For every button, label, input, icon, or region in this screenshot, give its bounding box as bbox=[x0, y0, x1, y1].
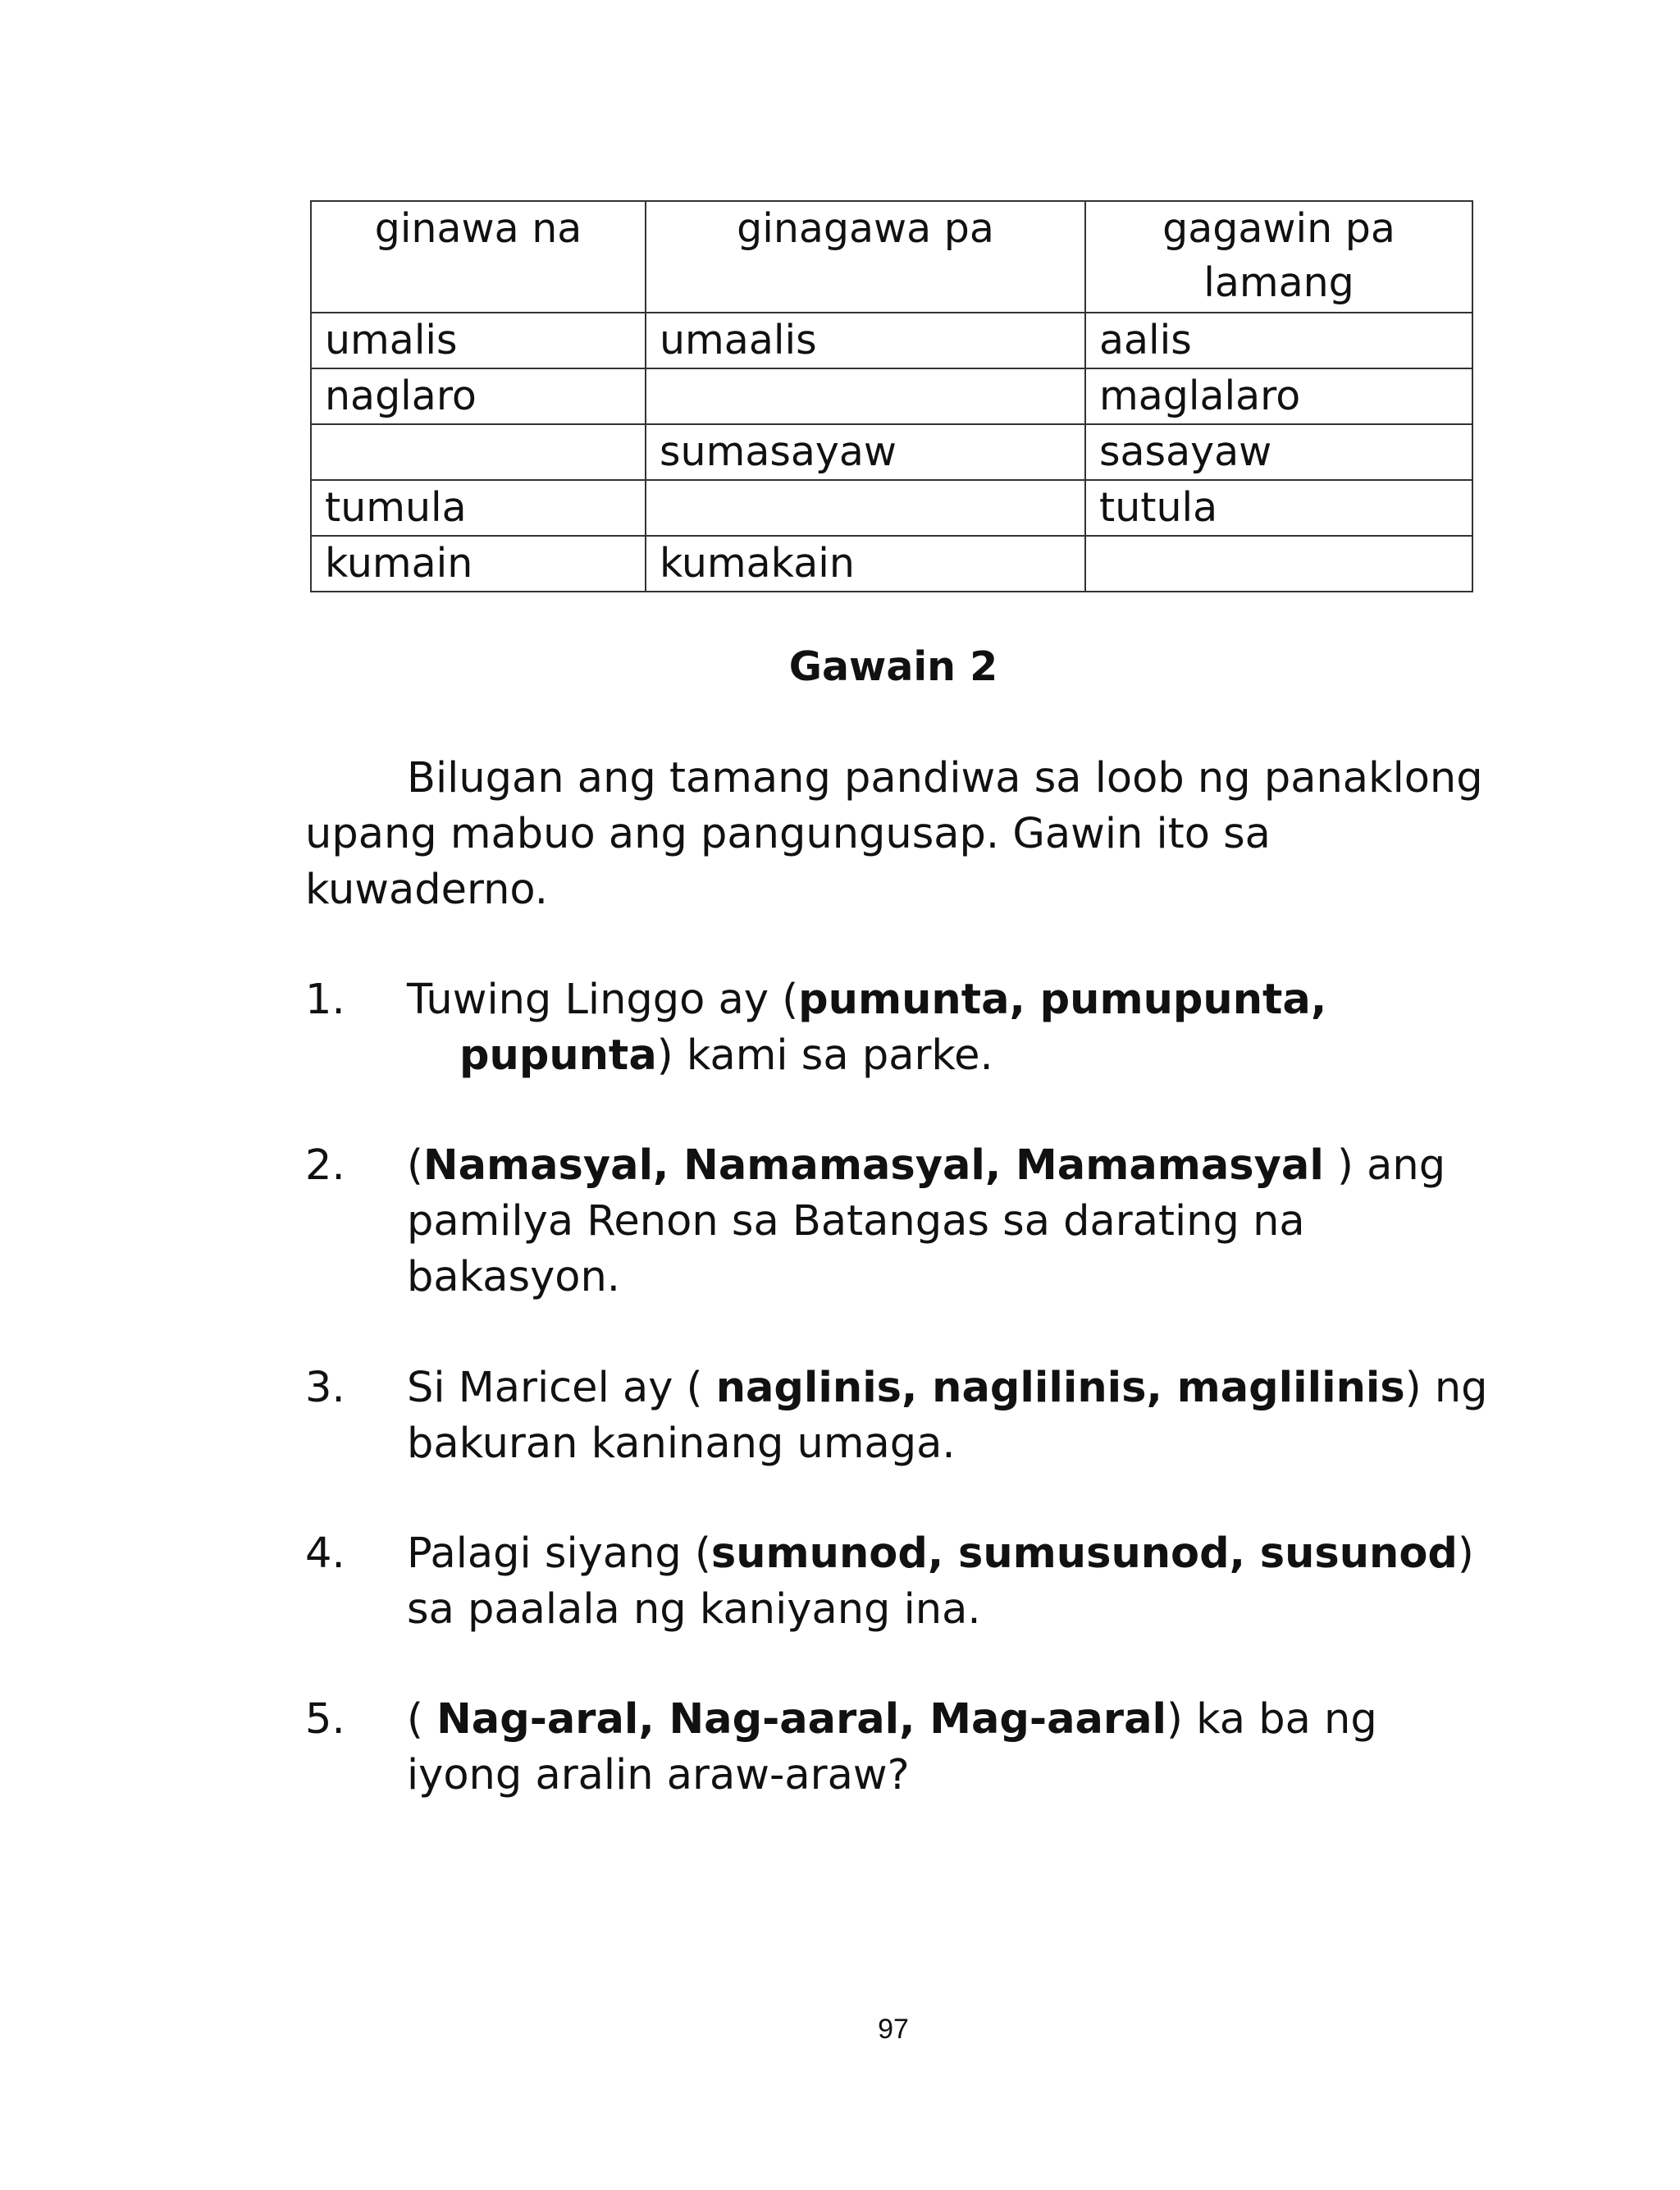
table-header-row bbox=[311, 201, 1472, 313]
table-row bbox=[311, 480, 1472, 536]
item-line bbox=[407, 1360, 1490, 1416]
verb-choices: pupunta bbox=[459, 1031, 657, 1080]
item-line bbox=[407, 1138, 1490, 1194]
table-cell-empty bbox=[311, 424, 646, 480]
item-line: bakuran kaninang umaga. bbox=[407, 1420, 956, 1468]
list-item bbox=[305, 1692, 1486, 1804]
table-cell: umaalis bbox=[646, 313, 1085, 368]
list-item bbox=[305, 1138, 1486, 1305]
verb-choices: naglinis, naglilinis, maglilinis bbox=[715, 1364, 1405, 1412]
item-number: 4. bbox=[305, 1529, 345, 1578]
item-suffix: ) ang bbox=[1323, 1141, 1446, 1190]
verb-choices: sumunod, sumusunod, susunod bbox=[710, 1529, 1458, 1578]
item-number: 3. bbox=[305, 1364, 345, 1412]
item-line: sa paalala ng kaniyang ina. bbox=[407, 1585, 981, 1634]
item-line: pamilya Renon sa Batangas sa darating na bbox=[407, 1197, 1305, 1246]
list-item bbox=[305, 972, 1486, 1084]
table-cell: sumasayaw bbox=[646, 424, 1085, 480]
item-text bbox=[407, 1692, 1490, 1804]
item-suffix: ) ng bbox=[1404, 1364, 1488, 1412]
table-cell: kumain bbox=[311, 536, 646, 592]
verb-choices: Namasyal, Namamasyal, Mamamasyal bbox=[422, 1141, 1324, 1190]
item-prefix: Palagi siyang ( bbox=[407, 1529, 711, 1578]
table-cell-empty bbox=[1085, 536, 1472, 592]
item-text bbox=[407, 1138, 1490, 1305]
table-header-cell: ginawa na bbox=[311, 201, 646, 313]
table-header-cell: gagawin pa lamang bbox=[1085, 201, 1472, 313]
item-suffix: ) ka ba ng bbox=[1166, 1695, 1377, 1744]
item-line bbox=[407, 1526, 1490, 1582]
list-item bbox=[305, 1360, 1486, 1472]
item-text bbox=[407, 972, 1490, 1084]
table-cell-empty bbox=[646, 368, 1085, 424]
verb-tense-table bbox=[310, 200, 1473, 592]
table-header-cell: ginagawa pa bbox=[646, 201, 1085, 313]
activity-title: Gawain 2 bbox=[788, 643, 998, 690]
table-cell: tumula bbox=[311, 480, 646, 536]
item-text bbox=[407, 1526, 1490, 1638]
item-suffix: ) kami sa parke. bbox=[656, 1031, 993, 1080]
table-cell: kumakain bbox=[646, 536, 1085, 592]
table-cell: umalis bbox=[311, 313, 646, 368]
table-cell-empty bbox=[646, 480, 1085, 536]
table-row bbox=[311, 536, 1472, 592]
item-line bbox=[407, 1028, 1490, 1084]
item-number: 5. bbox=[305, 1695, 345, 1744]
table-cell: maglalaro bbox=[1085, 368, 1472, 424]
verb-choices: Nag-aral, Nag-aaral, Mag-aaral bbox=[436, 1695, 1166, 1744]
verb-choices: pumunta, pumupunta, bbox=[798, 976, 1327, 1024]
item-number: 1. bbox=[305, 976, 345, 1024]
table-row bbox=[311, 424, 1472, 480]
item-number: 2. bbox=[305, 1141, 345, 1190]
table-row bbox=[311, 313, 1472, 368]
item-text bbox=[407, 1360, 1490, 1472]
list-item bbox=[305, 1526, 1486, 1638]
item-prefix: ( bbox=[407, 1141, 423, 1190]
table-cell: naglaro bbox=[311, 368, 646, 424]
table-row bbox=[311, 368, 1472, 424]
item-prefix: Tuwing Linggo ay ( bbox=[407, 976, 799, 1024]
table-cell: sasayaw bbox=[1085, 424, 1472, 480]
item-line: bakasyon. bbox=[407, 1253, 621, 1301]
item-prefix: ( bbox=[407, 1695, 437, 1744]
activity-instructions: Bilugan ang tamang pandiwa sa loob ng panaklong upang mabuo ang pangungusap. Gawin ito sa kuwaderno. bbox=[305, 754, 1483, 914]
table-cell: tutula bbox=[1085, 480, 1472, 536]
page-number: 97 bbox=[878, 2014, 909, 2045]
item-prefix: Si Maricel ay ( bbox=[407, 1364, 716, 1412]
item-line bbox=[407, 1692, 1490, 1748]
item-line: iyong aralin araw-araw? bbox=[407, 1751, 910, 1799]
table-cell: aalis bbox=[1085, 313, 1472, 368]
item-line bbox=[407, 972, 1490, 1028]
item-suffix: ) bbox=[1457, 1529, 1474, 1578]
